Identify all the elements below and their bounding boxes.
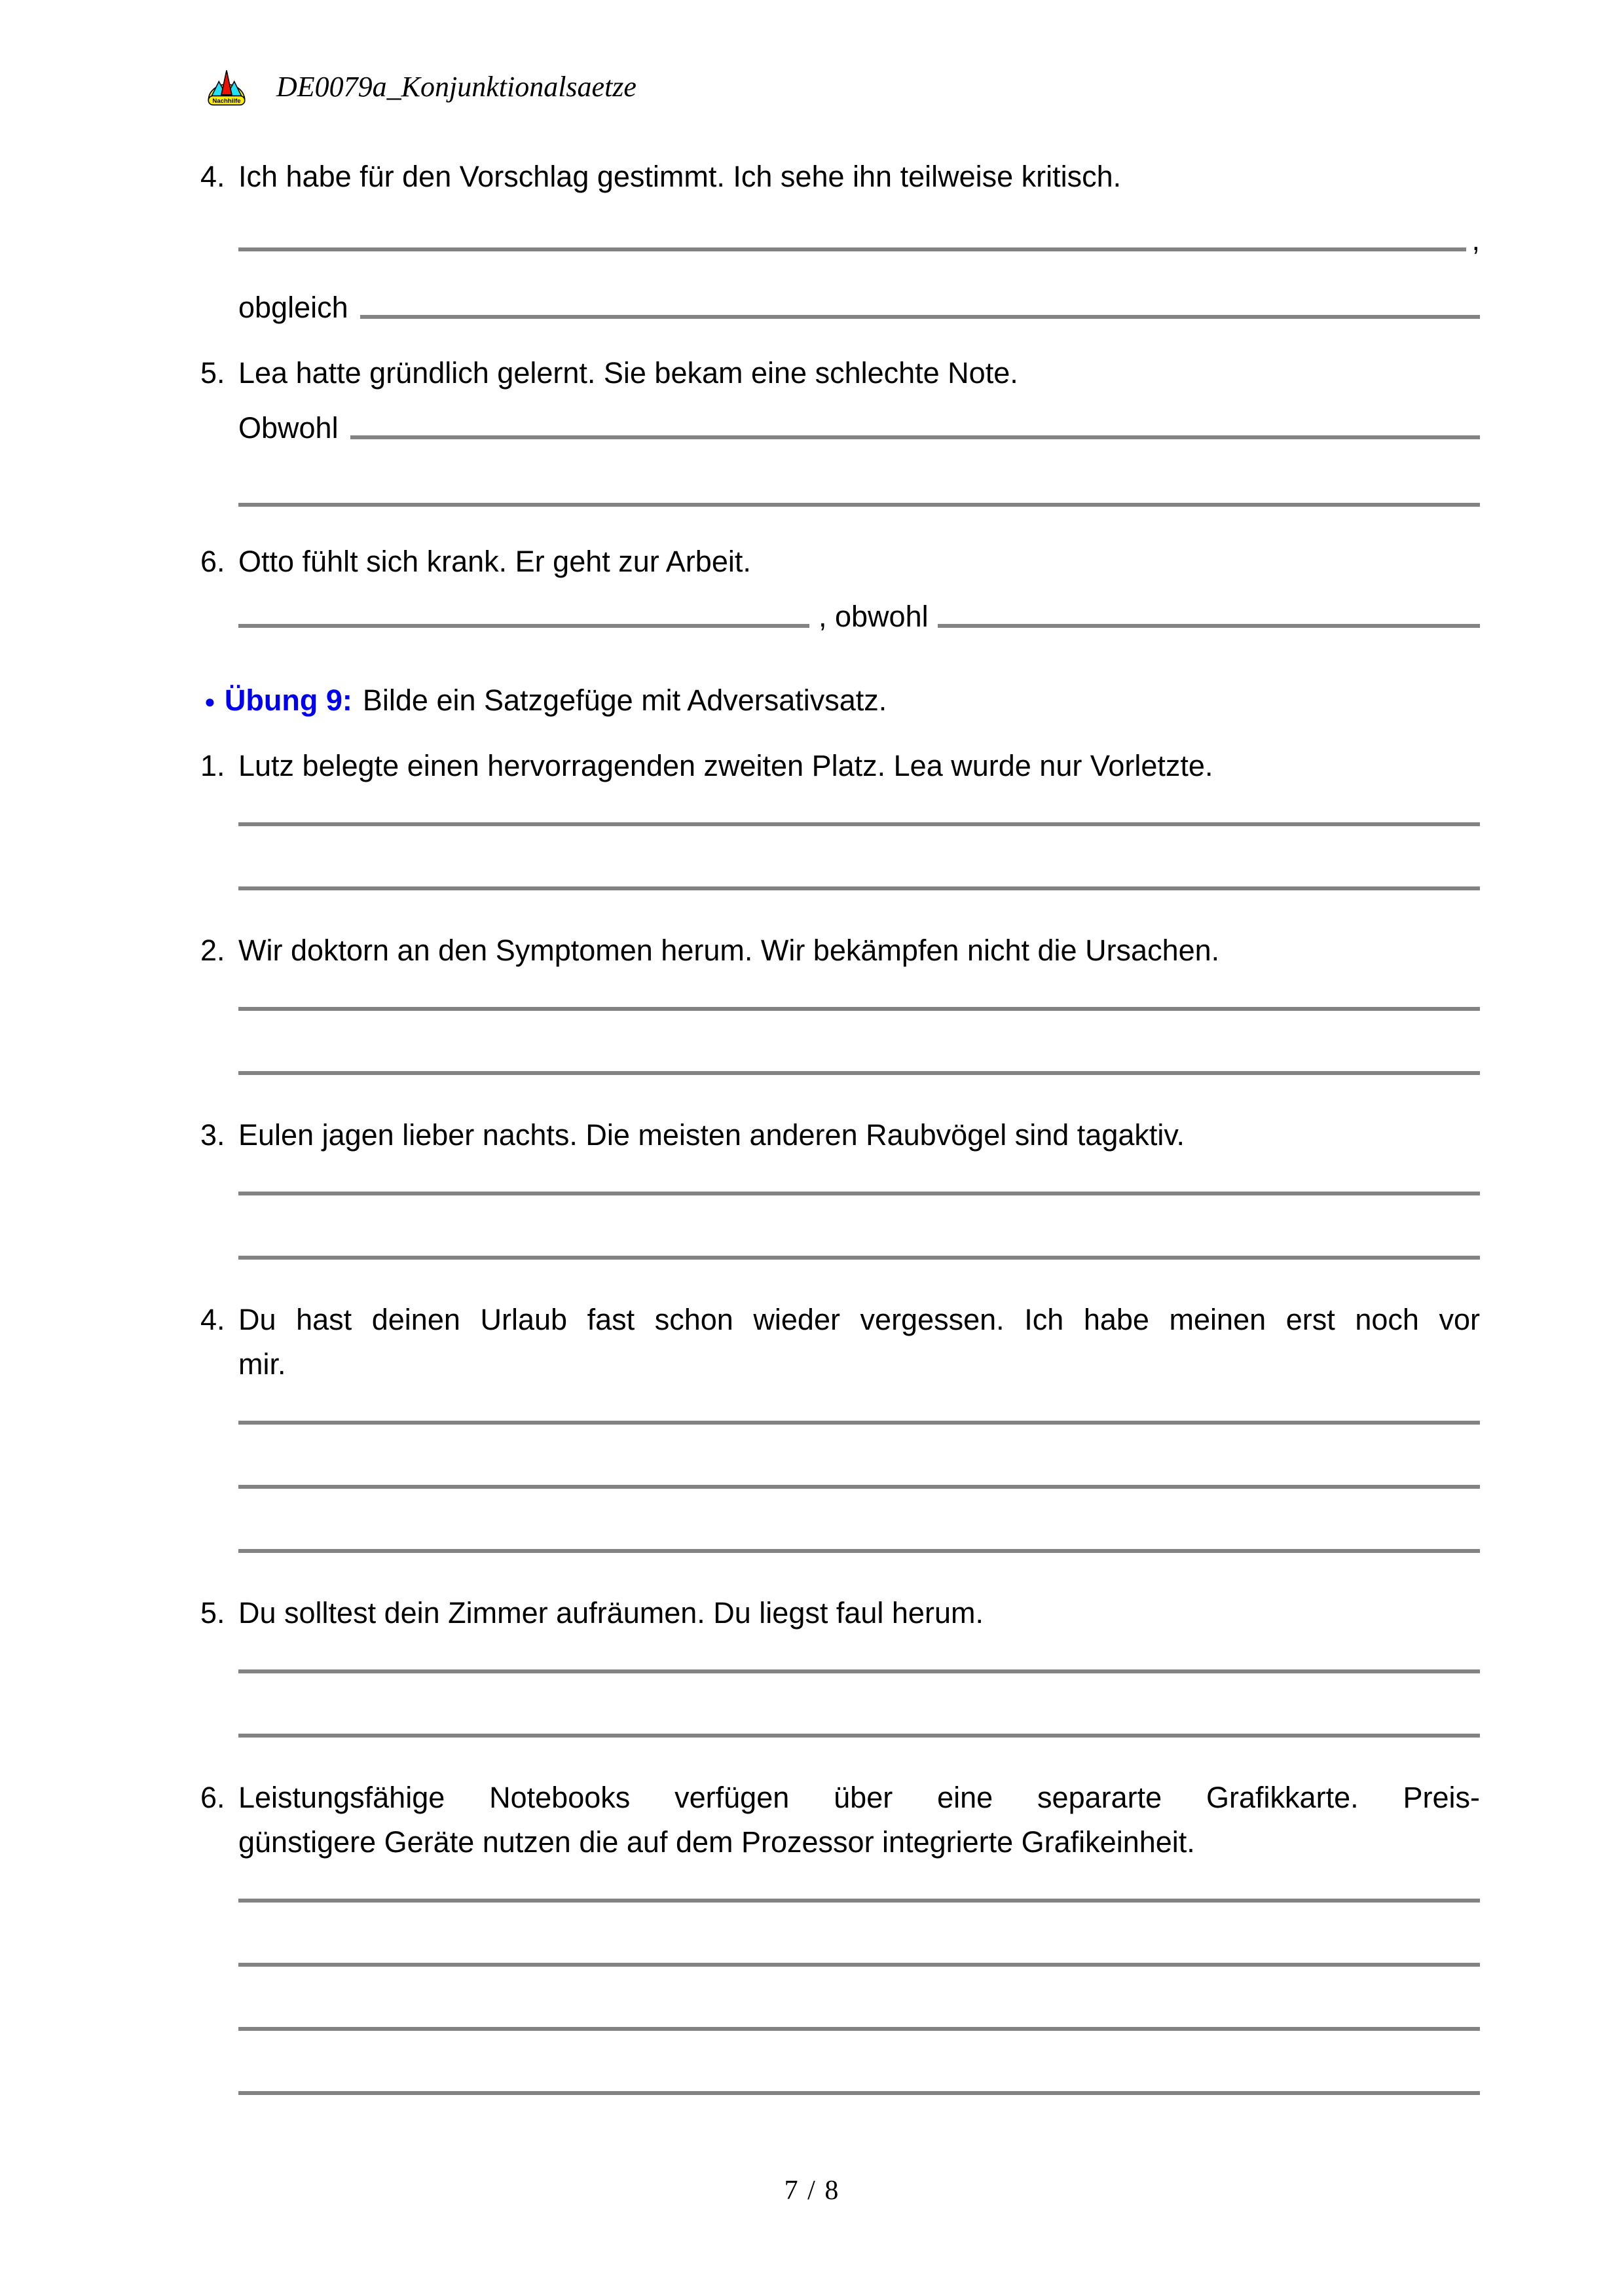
list-item	[200, 351, 1480, 507]
item-text: Du hast deinen Urlaub fast schon wieder vergessen. Ich habe meinen erst noch vor	[238, 1303, 1480, 1337]
answer-line	[938, 624, 1480, 628]
answer-row	[238, 587, 1480, 631]
uebung9-items	[200, 724, 1480, 2095]
item-text: mir.	[238, 1347, 286, 1381]
item-body	[238, 744, 1480, 890]
item-text: Otto fühlt sich krank. Er geht zur Arbeit.	[238, 545, 751, 578]
item-number: 4.	[200, 1303, 225, 1337]
answer-line	[238, 1256, 1480, 1260]
answer-line	[238, 624, 809, 628]
answer-line	[360, 315, 1480, 319]
list-item	[200, 1113, 1480, 1260]
answer-line	[238, 1549, 1480, 1553]
list-item	[200, 539, 1480, 631]
list-item	[200, 1298, 1480, 1553]
item-body	[238, 1776, 1480, 2095]
item-number: 3.	[200, 1118, 225, 1152]
item-body	[238, 1591, 1480, 1738]
item-body	[238, 1298, 1480, 1553]
answer-line	[238, 1963, 1480, 1967]
answer-line	[238, 1669, 1480, 1673]
answer-line	[238, 2091, 1480, 2095]
logo-label: Nachhilfe	[212, 98, 241, 105]
answer-line	[238, 1485, 1480, 1489]
item-number: 5.	[200, 356, 225, 390]
answer-line	[350, 435, 1480, 439]
list-item	[200, 155, 1480, 322]
item-text: Wir doktorn an den Symptomen herum. Wir bekämpfen nicht die Ursachen.	[238, 934, 1220, 968]
page-header	[206, 65, 1480, 107]
exercise-continuation	[200, 107, 1480, 631]
item-text: Leistungsfähige Notebooks verfügen über eine separarte Grafikkarte. Preis-	[238, 1781, 1480, 1815]
answer-line	[238, 2027, 1480, 2031]
answer-line	[238, 822, 1480, 826]
answer-line	[238, 247, 1466, 251]
answer-row	[238, 210, 1480, 255]
answer-line	[238, 1071, 1480, 1075]
list-item	[200, 744, 1480, 890]
item-number: 6.	[200, 545, 225, 578]
answer-line	[238, 1734, 1480, 1738]
page-number: 7 / 8	[784, 2176, 840, 2206]
item-text: günstigere Geräte nutzen die auf dem Prozessor integrierte Grafikeinheit.	[238, 1825, 1195, 1859]
item-number: 5.	[200, 1596, 225, 1630]
exercise-instruction: Bilde ein Satzgefüge mit Adversativsatz.	[362, 683, 887, 717]
item-number: 4.	[200, 160, 225, 193]
answer-line	[238, 1899, 1480, 1903]
answer-line	[238, 503, 1480, 507]
item-body	[238, 155, 1480, 322]
logo-center-peak	[221, 70, 232, 94]
document-title: DE0079a_Konjunktionalsaetze	[276, 70, 637, 103]
item-text: Lutz belegte einen hervorragenden zweiten Platz. Lea wurde nur Vorletzte.	[238, 749, 1213, 783]
answer-line	[238, 886, 1480, 890]
list-item	[200, 928, 1480, 1075]
item-text: Eulen jagen lieber nachts. Die meisten anderen Raubvögel sind tagaktiv.	[238, 1118, 1185, 1152]
item-text: Lea hatte gründlich gelernt. Sie bekam eine schlechte Note.	[238, 356, 1018, 390]
conjunction-label: Obwohl	[238, 411, 339, 445]
exercise-label: Übung 9:	[224, 683, 352, 717]
item-body	[238, 539, 1480, 631]
answer-row	[238, 398, 1480, 443]
item-body	[238, 351, 1480, 507]
item-number: 6.	[200, 1781, 225, 1815]
bullet-icon: ●	[204, 691, 215, 712]
list-item	[200, 1591, 1480, 1738]
conjunction-label: obgleich	[238, 291, 348, 324]
list-item	[200, 1776, 1480, 2095]
answer-line	[238, 1421, 1480, 1425]
item-number: 2.	[200, 934, 225, 968]
answer-line	[238, 1192, 1480, 1195]
item-number: 1.	[200, 749, 225, 783]
nachhilfe-logo	[206, 67, 248, 106]
comma-suffix: ,	[1471, 223, 1480, 257]
item-text: Ich habe für den Vorschlag gestimmt. Ich sehe ihn teilweise kritisch.	[238, 160, 1122, 193]
exercise-heading	[204, 678, 1480, 724]
item-text: Du solltest dein Zimmer aufräumen. Du liegst faul herum.	[238, 1596, 984, 1630]
conjunction-label: , obwohl	[819, 600, 929, 633]
answer-row	[238, 278, 1480, 322]
item-body	[238, 1113, 1480, 1260]
item-body	[238, 928, 1480, 1075]
answer-line	[238, 1007, 1480, 1011]
